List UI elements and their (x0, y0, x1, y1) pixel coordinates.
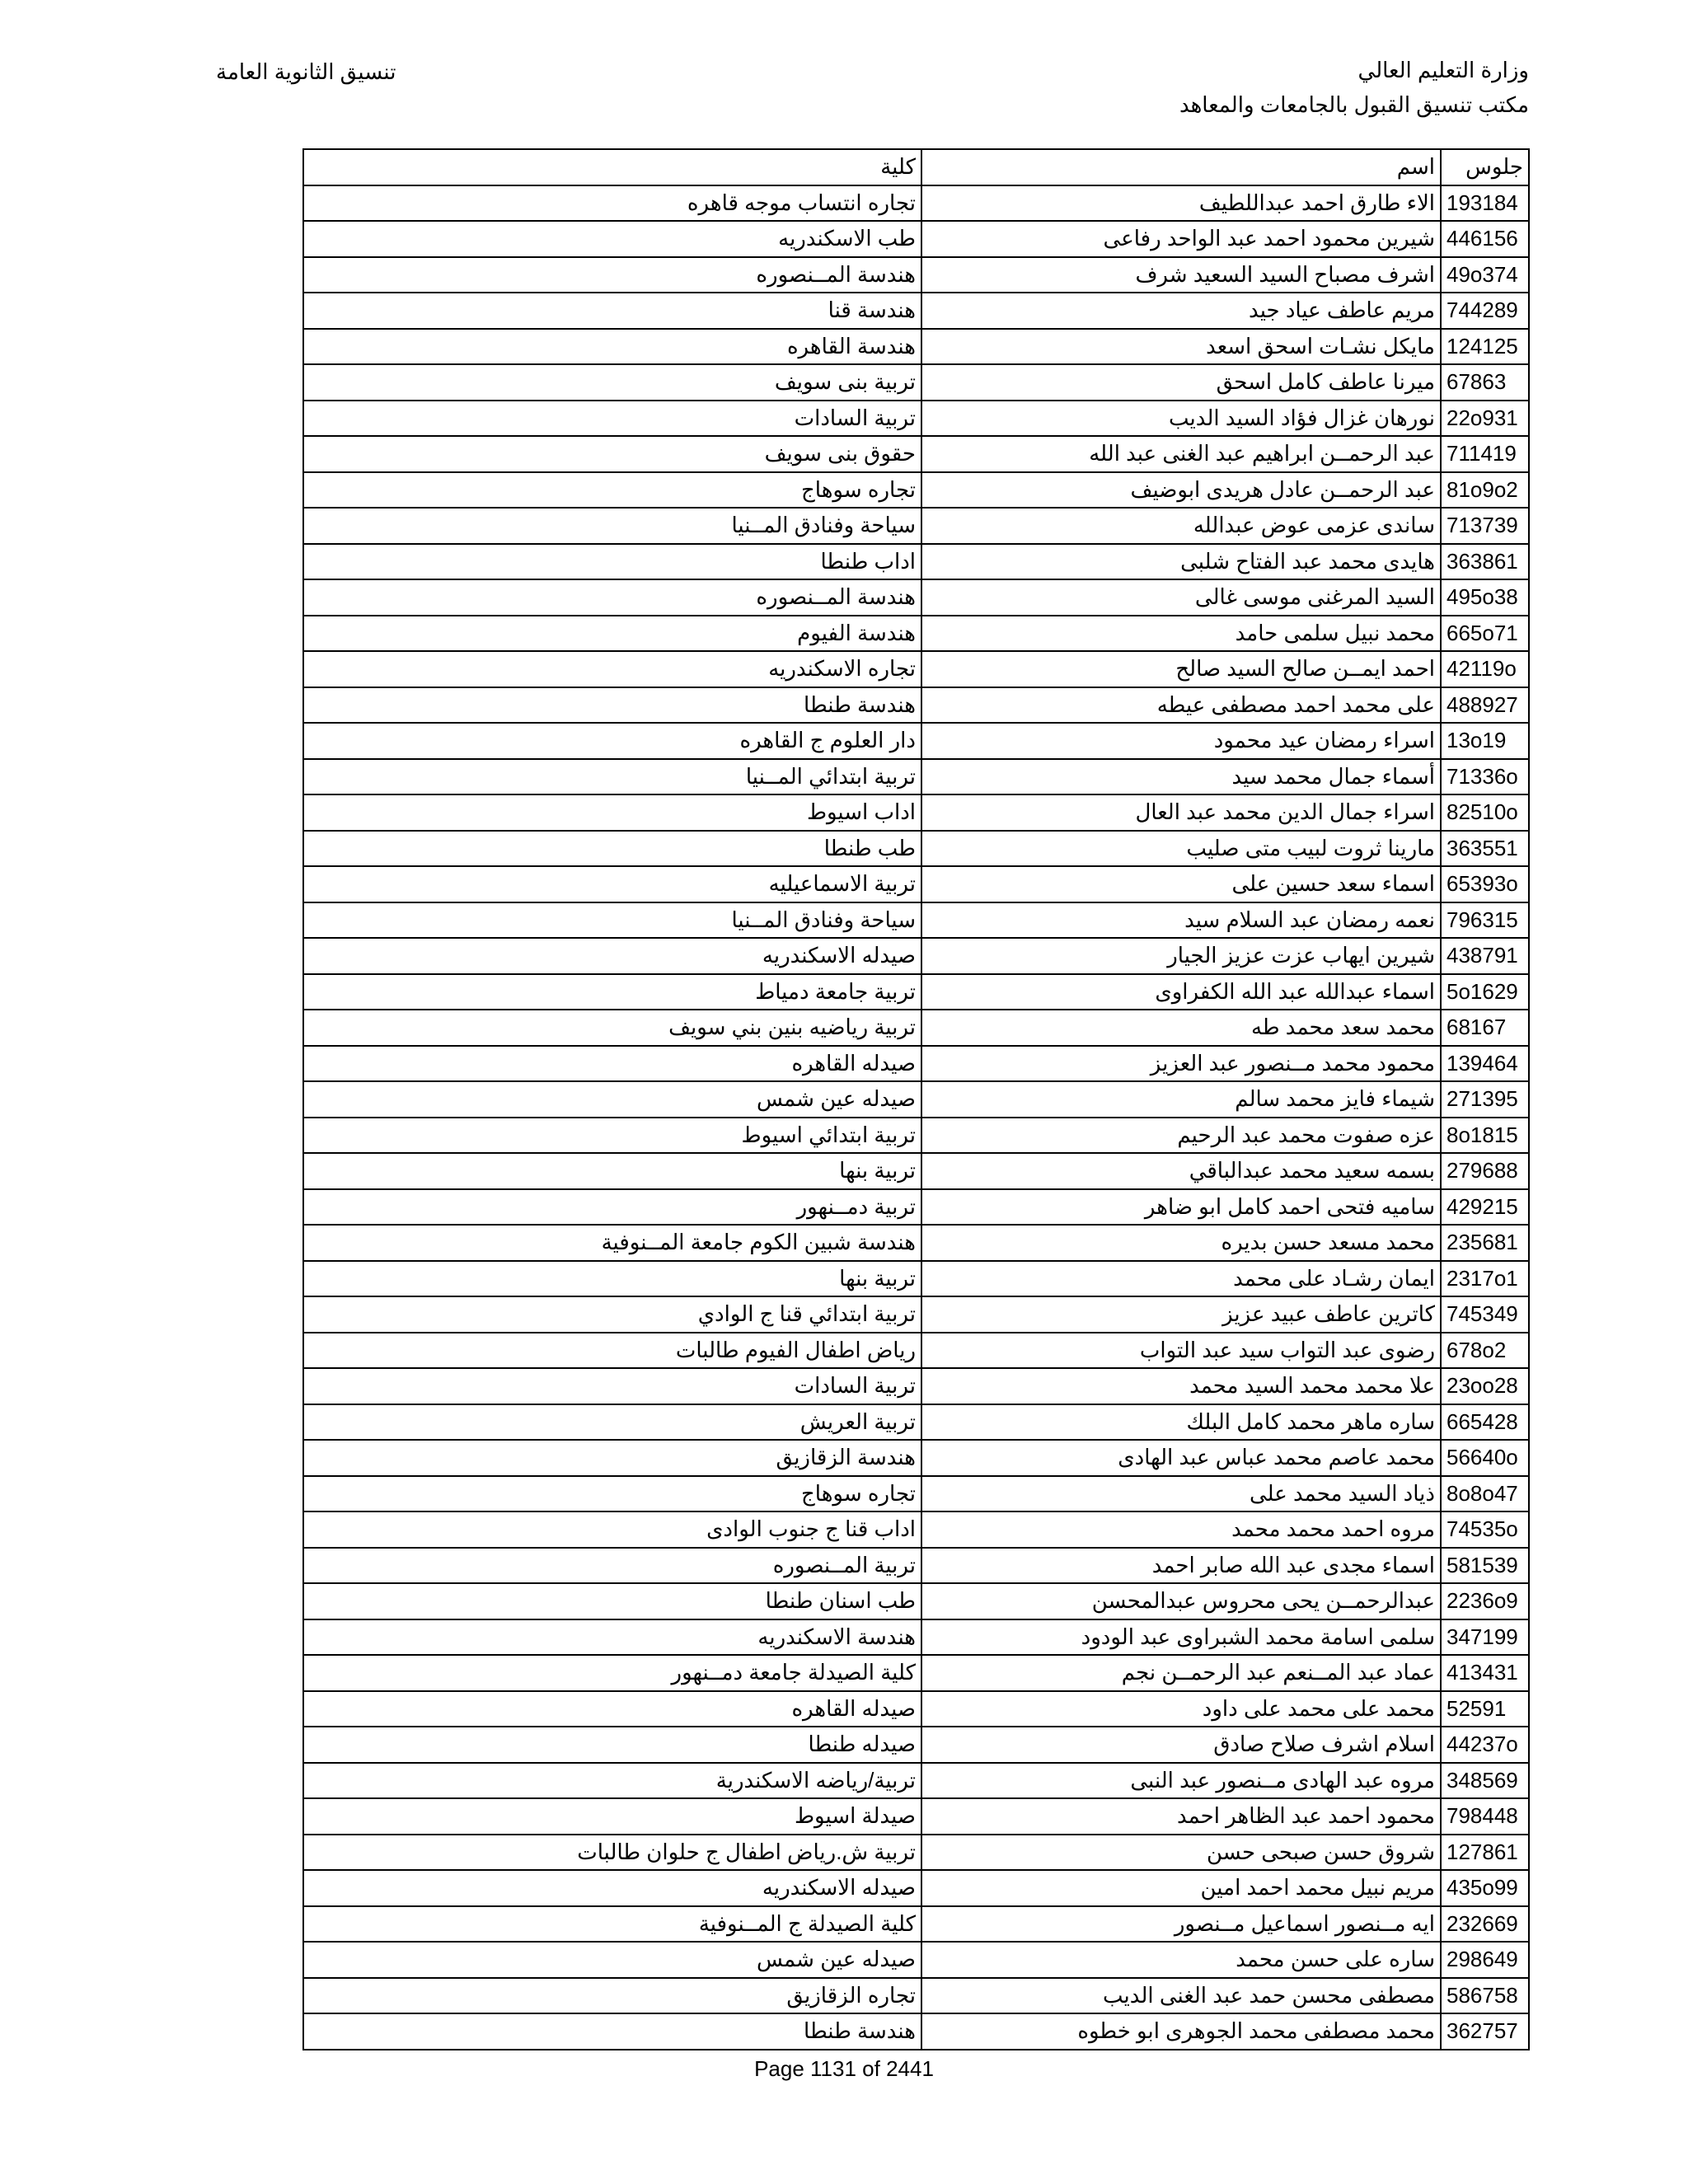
table-row (303, 1619, 1529, 1656)
college-cell: تربية بنها (303, 1153, 921, 1189)
college-cell: تربية بنى سويف (303, 364, 921, 401)
section-title: تنسيق الثانوية العامة (216, 59, 396, 84)
name-cell: مروه عبد الهادى مــنصور عبد النبى (921, 1763, 1441, 1799)
seat-cell: 49o374 (1441, 257, 1529, 293)
seat-cell: 413431 (1441, 1655, 1529, 1691)
table-row (303, 508, 1529, 544)
table-row (303, 1440, 1529, 1476)
name-cell: عماد عبد المــنعم عبد الرحمــن نجم (921, 1655, 1441, 1691)
college-cell: هندسة المــنصوره (303, 579, 921, 616)
table-row (303, 221, 1529, 257)
name-cell: محمد مسعد حسن بديره (921, 1225, 1441, 1261)
college-cell: صيدلة اسيوط (303, 1798, 921, 1835)
table-row (303, 1296, 1529, 1333)
name-cell: مصطفى محسن حمد عبد الغنى الديب (921, 1978, 1441, 2014)
name-cell: عزه صفوت محمد عبد الرحيم (921, 1118, 1441, 1154)
column-header-name: اسم (921, 149, 1441, 185)
seat-cell: 232669 (1441, 1906, 1529, 1943)
table-row (303, 579, 1529, 616)
seat-cell: 665428 (1441, 1404, 1529, 1441)
college-cell: طب الاسكندريه (303, 221, 921, 257)
seat-cell: 586758 (1441, 1978, 1529, 2014)
table-row (303, 1368, 1529, 1404)
seat-cell: 74535o (1441, 1511, 1529, 1548)
name-cell: كاترين عاطف عبيد عزيز (921, 1296, 1441, 1333)
seat-cell: 44237o (1441, 1727, 1529, 1763)
name-cell: عبدالرحمــن يحى محروس عبدالمحسن (921, 1583, 1441, 1619)
college-cell: تربية/رياضه الاسكندرية (303, 1763, 921, 1799)
seat-cell: 127861 (1441, 1835, 1529, 1871)
table-row (303, 723, 1529, 759)
table-row (303, 1655, 1529, 1691)
table-row (303, 1476, 1529, 1512)
table-row (303, 866, 1529, 902)
seat-cell: 435o99 (1441, 1870, 1529, 1906)
college-cell: تجاره انتساب موجه قاهره (303, 185, 921, 222)
table-row (303, 1906, 1529, 1943)
name-cell: ايمان رشـاد على محمد (921, 1261, 1441, 1297)
college-cell: هندسة طنطا (303, 687, 921, 724)
seat-cell: 2236o9 (1441, 1583, 1529, 1619)
table-row (303, 1978, 1529, 2014)
seat-cell: 488927 (1441, 687, 1529, 724)
table-row (303, 257, 1529, 293)
seat-cell: 82510o (1441, 794, 1529, 831)
seat-cell: 363861 (1441, 544, 1529, 580)
table-row (303, 794, 1529, 831)
table-row (303, 1153, 1529, 1189)
seat-cell: 65393o (1441, 866, 1529, 902)
college-cell: اداب طنطا (303, 544, 921, 580)
table-row (303, 1261, 1529, 1297)
table-row (303, 1548, 1529, 1584)
name-cell: اسماء مجدى عبد الله صابر احمد (921, 1548, 1441, 1584)
name-cell: اسلام اشرف صلاح صادق (921, 1727, 1441, 1763)
seat-cell: 81o9o2 (1441, 472, 1529, 509)
seat-cell: 713739 (1441, 508, 1529, 544)
college-cell: صيدله الاسكندريه (303, 1870, 921, 1906)
seat-cell: 796315 (1441, 902, 1529, 939)
table-row (303, 1763, 1529, 1799)
name-cell: مارينا ثروت لبيب متى صليب (921, 831, 1441, 867)
name-cell: ساميه فتحى احمد كامل ابو ضاهر (921, 1189, 1441, 1226)
page-number: Page 1131 of 2441 (754, 2056, 934, 2081)
college-cell: تربية السادات (303, 1368, 921, 1404)
seat-cell: 8o1815 (1441, 1118, 1529, 1154)
seat-cell: 495o38 (1441, 579, 1529, 616)
name-cell: السيد المرغنى موسى غالى (921, 579, 1441, 616)
table-row (303, 687, 1529, 724)
name-cell: محمد عاصم محمد عباس عبد الهادى (921, 1440, 1441, 1476)
column-header-college: كلية (303, 149, 921, 185)
college-cell: صيدله طنطا (303, 1727, 921, 1763)
name-cell: ذياد السيد محمد على (921, 1476, 1441, 1512)
seat-cell: 348569 (1441, 1763, 1529, 1799)
college-cell: تربية ابتدائي اسيوط (303, 1118, 921, 1154)
college-cell: هندسة القاهره (303, 329, 921, 365)
table-row (303, 616, 1529, 652)
name-cell: نعمه رمضان عبد السلام سيد (921, 902, 1441, 939)
name-cell: محمد سعد محمد طه (921, 1010, 1441, 1046)
name-cell: سلمى اسامة محمد الشبراوى عبد الودود (921, 1619, 1441, 1656)
table-row (303, 436, 1529, 472)
name-cell: الاء طارق احمد عبداللطيف (921, 185, 1441, 222)
name-cell: مايكل نشـات اسحق اسعد (921, 329, 1441, 365)
name-cell: عبد الرحمــن عادل هريدى ابوضيف (921, 472, 1441, 509)
name-cell: شيرين محمود احمد عبد الواحد رفاعى (921, 221, 1441, 257)
name-cell: اسماء سعد حسين على (921, 866, 1441, 902)
college-cell: سياحة وفنادق المــنيا (303, 902, 921, 939)
name-cell: شيرين ايهاب عزت عزيز الجيار (921, 938, 1441, 974)
seat-cell: 23oo28 (1441, 1368, 1529, 1404)
college-cell: تجاره سوهاج (303, 1476, 921, 1512)
seat-cell: 362757 (1441, 2013, 1529, 2050)
table-row (303, 401, 1529, 437)
college-cell: هندسة شبين الكوم جامعة المــنوفية (303, 1225, 921, 1261)
college-cell: تربية رياضيه بنين بني سويف (303, 1010, 921, 1046)
column-header-seat: جلوس (1441, 149, 1529, 185)
seat-cell: 5o1629 (1441, 974, 1529, 1010)
table-row (303, 1046, 1529, 1082)
college-cell: هندسة قنا (303, 293, 921, 329)
seat-cell: 68167 (1441, 1010, 1529, 1046)
college-cell: هندسة المــنصوره (303, 257, 921, 293)
table-row (303, 1870, 1529, 1906)
table-row (303, 1225, 1529, 1261)
table-header-row (303, 149, 1529, 185)
table-row (303, 1511, 1529, 1548)
college-cell: تربية الاسماعيليه (303, 866, 921, 902)
seat-cell: 678o2 (1441, 1333, 1529, 1369)
college-cell: دار العلوم ج القاهره (303, 723, 921, 759)
results-table (302, 148, 1530, 2050)
table-row (303, 329, 1529, 365)
seat-cell: 22o931 (1441, 401, 1529, 437)
table-row (303, 293, 1529, 329)
seat-cell: 139464 (1441, 1046, 1529, 1082)
seat-cell: 124125 (1441, 329, 1529, 365)
name-cell: اشرف مصباح السيد السعيد شرف (921, 257, 1441, 293)
seat-cell: 798448 (1441, 1798, 1529, 1835)
table-row (303, 2013, 1529, 2050)
seat-cell: 711419 (1441, 436, 1529, 472)
table-row (303, 1081, 1529, 1118)
name-cell: اسماء عبدالله عبد الله الكفراوى (921, 974, 1441, 1010)
name-cell: مروه احمد محمد محمد (921, 1511, 1441, 1548)
college-cell: طب طنطا (303, 831, 921, 867)
table-row (303, 1835, 1529, 1871)
seat-cell: 71336o (1441, 759, 1529, 795)
seat-cell: 298649 (1441, 1942, 1529, 1978)
table-row (303, 1010, 1529, 1046)
college-cell: سياحة وفنادق المــنيا (303, 508, 921, 544)
college-cell: صيدله القاهره (303, 1046, 921, 1082)
seat-cell: 13o19 (1441, 723, 1529, 759)
name-cell: محمد مصطفى محمد الجوهرى ابو خطوه (921, 2013, 1441, 2050)
college-cell: صيدله عين شمس (303, 1081, 921, 1118)
college-cell: هندسة الزقازيق (303, 1440, 921, 1476)
table-row (303, 1727, 1529, 1763)
name-cell: محمود احمد عبد الظاهر احمد (921, 1798, 1441, 1835)
college-cell: رياض اطفال الفيوم طالبات (303, 1333, 921, 1369)
table-row (303, 1189, 1529, 1226)
seat-cell: 271395 (1441, 1081, 1529, 1118)
seat-cell: 8o8o47 (1441, 1476, 1529, 1512)
college-cell: تربية دمــنهور (303, 1189, 921, 1226)
name-cell: اسراء جمال الدين محمد عبد العال (921, 794, 1441, 831)
name-cell: رضوى عبد التواب سيد عبد التواب (921, 1333, 1441, 1369)
name-cell: ساره على حسن محمد (921, 1942, 1441, 1978)
name-cell: محمد على محمد على داود (921, 1691, 1441, 1727)
name-cell: بسمه سعيد محمد عبدالباقي (921, 1153, 1441, 1189)
table-row (303, 1404, 1529, 1441)
table-row (303, 974, 1529, 1010)
college-cell: تربية بنها (303, 1261, 921, 1297)
name-cell: عبد الرحمــن ابراهيم عبد الغنى عبد الله (921, 436, 1441, 472)
college-cell: صيدله الاسكندريه (303, 938, 921, 974)
seat-cell: 446156 (1441, 221, 1529, 257)
name-cell: محمد نبيل سلمى حامد (921, 616, 1441, 652)
seat-cell: 744289 (1441, 293, 1529, 329)
table-row (303, 938, 1529, 974)
seat-cell: 581539 (1441, 1548, 1529, 1584)
seat-cell: 52591 (1441, 1691, 1529, 1727)
table-row (303, 651, 1529, 687)
seat-cell: 56640o (1441, 1440, 1529, 1476)
college-cell: هندسة الاسكندريه (303, 1619, 921, 1656)
name-cell: ميرنا عاطف كامل اسحق (921, 364, 1441, 401)
college-cell: حقوق بنى سويف (303, 436, 921, 472)
college-cell: اداب اسيوط (303, 794, 921, 831)
name-cell: اسراء رمضان عيد محمود (921, 723, 1441, 759)
name-cell: على محمد احمد مصطفى عيطه (921, 687, 1441, 724)
college-cell: اداب قنا ج جنوب الوادى (303, 1511, 921, 1548)
table-row (303, 1333, 1529, 1369)
name-cell: مريم عاطف عياد جيد (921, 293, 1441, 329)
name-cell: احمد ايمــن صالح السيد صالح (921, 651, 1441, 687)
college-cell: تربية ابتدائي قنا ج الوادي (303, 1296, 921, 1333)
seat-cell: 193184 (1441, 185, 1529, 222)
college-cell: صيدله القاهره (303, 1691, 921, 1727)
college-cell: كلية الصيدلة ج المــنوفية (303, 1906, 921, 1943)
college-cell: تربية ابتدائي المــنيا (303, 759, 921, 795)
table-row (303, 364, 1529, 401)
college-cell: هندسة الفيوم (303, 616, 921, 652)
seat-cell: 67863 (1441, 364, 1529, 401)
seat-cell: 438791 (1441, 938, 1529, 974)
name-cell: ساندى عزمى عوض عبدالله (921, 508, 1441, 544)
table-row (303, 472, 1529, 509)
office-title: مكتب تنسيق القبول بالجامعات والمعاهد (1179, 92, 1529, 117)
seat-cell: 429215 (1441, 1189, 1529, 1226)
seat-cell: 363551 (1441, 831, 1529, 867)
seat-cell: 235681 (1441, 1225, 1529, 1261)
seat-cell: 347199 (1441, 1619, 1529, 1656)
name-cell: شيماء فايز محمد سالم (921, 1081, 1441, 1118)
name-cell: أسماء جمال محمد سيد (921, 759, 1441, 795)
name-cell: علا محمد محمد السيد محمد (921, 1368, 1441, 1404)
college-cell: هندسة طنطا (303, 2013, 921, 2050)
seat-cell: 745349 (1441, 1296, 1529, 1333)
table-row (303, 1798, 1529, 1835)
table-body (303, 185, 1529, 2050)
name-cell: محمود محمد مــنصور عبد العزيز (921, 1046, 1441, 1082)
name-cell: نورهان غزال فؤاد السيد الديب (921, 401, 1441, 437)
name-cell: ساره ماهر محمد كامل البلك (921, 1404, 1441, 1441)
table-row (303, 1118, 1529, 1154)
college-cell: صيدله عين شمس (303, 1942, 921, 1978)
name-cell: هايدى محمد عبد الفتاح شلبى (921, 544, 1441, 580)
college-cell: تربية السادات (303, 401, 921, 437)
table-row (303, 1942, 1529, 1978)
college-cell: تربية المــنصوره (303, 1548, 921, 1584)
table-row (303, 1691, 1529, 1727)
college-cell: تربية العريش (303, 1404, 921, 1441)
table-row (303, 544, 1529, 580)
college-cell: طب اسنان طنطا (303, 1583, 921, 1619)
college-cell: كلية الصيدلة جامعة دمــنهور (303, 1655, 921, 1691)
name-cell: ايه مــنصور اسماعيل مــنصور (921, 1906, 1441, 1943)
ministry-title: وزارة التعليم العالي (1357, 58, 1529, 82)
name-cell: شروق حسن صبحى حسن (921, 1835, 1441, 1871)
seat-cell: 42119o (1441, 651, 1529, 687)
table-row (303, 185, 1529, 222)
table-row (303, 902, 1529, 939)
college-cell: تربية جامعة دمياط (303, 974, 921, 1010)
table-row (303, 1583, 1529, 1619)
college-cell: تربية ش.رياض اطفال ج حلوان طالبات (303, 1835, 921, 1871)
college-cell: تجاره الاسكندريه (303, 651, 921, 687)
table-row (303, 831, 1529, 867)
college-cell: تجاره سوهاج (303, 472, 921, 509)
college-cell: تجاره الزقازيق (303, 1978, 921, 2014)
name-cell: مريم نبيل محمد احمد امين (921, 1870, 1441, 1906)
seat-cell: 2317o1 (1441, 1261, 1529, 1297)
seat-cell: 279688 (1441, 1153, 1529, 1189)
table-row (303, 759, 1529, 795)
seat-cell: 665o71 (1441, 616, 1529, 652)
